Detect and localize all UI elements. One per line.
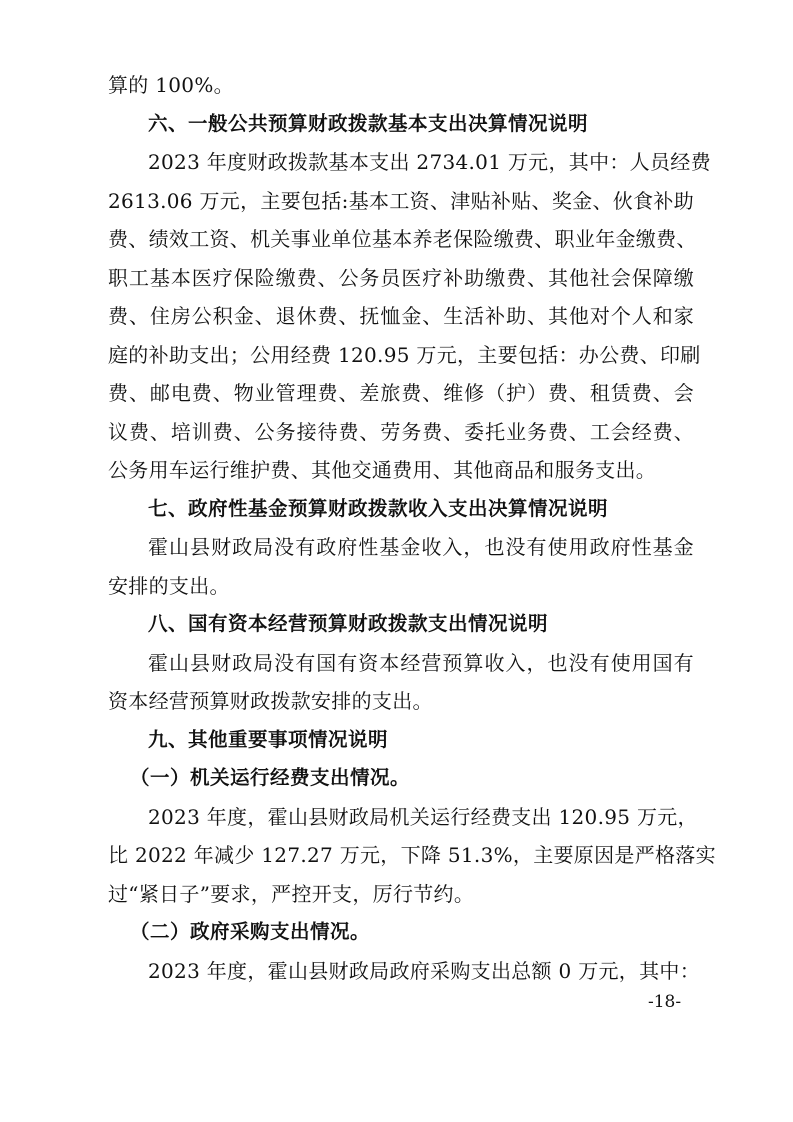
- paragraph-line: 2613.06 万元，主要包括:基本工资、津贴补贴、奖金、伙食补助: [108, 188, 694, 213]
- page-number: -18-: [648, 992, 682, 1012]
- paragraph-line: 费、住房公积金、退休费、抚恤金、生活补助、其他对个人和家: [108, 304, 694, 328]
- paragraph-line: 算的 100%。: [108, 73, 234, 97]
- section-heading: 八、国有资本经营预算财政拨款支出情况说明: [148, 612, 549, 635]
- paragraph-line: 霍山县财政局没有国有资本经营预算收入，也没有使用国有: [148, 650, 694, 675]
- paragraph-line: 职工基本医疗保险缴费、公务员医疗补助缴费、其他社会保障缴: [108, 265, 694, 290]
- subsection-heading: （二）政府采购支出情况。: [130, 920, 371, 943]
- paragraph-line: 议费、培训费、公务接待费、劳务费、委托业务费、工会经费、: [108, 419, 694, 444]
- paragraph-line: 资本经营预算财政拨款安排的支出。: [108, 689, 433, 713]
- subsection-heading: （一）机关运行经费支出情况。: [130, 766, 411, 789]
- paragraph-line: 安排的支出。: [108, 573, 230, 598]
- section-heading: 六、一般公共预算财政拨款基本支出决算情况说明: [148, 111, 589, 135]
- section-heading: 七、政府性基金预算财政拨款收入支出决算情况说明: [148, 496, 609, 520]
- paragraph-line: 2023 年度，霍山县财政局机关运行经费支出 120.95 万元，: [148, 804, 698, 829]
- paragraph-line: 2023 年度，霍山县财政局政府采购支出总额 0 万元，其中：: [148, 958, 700, 983]
- paragraph-line: 比 2022 年减少 127.27 万元，下降 51.3%，主要原因是严格落实: [108, 843, 716, 867]
- paragraph-line: 公务用车运行维护费、其他交通费用、其他商品和服务支出。: [108, 458, 657, 482]
- paragraph-line: 2023 年度财政拨款基本支出 2734.01 万元，其中：人员经费: [148, 150, 711, 174]
- paragraph-line: 过“紧日子”要求，严控开支，厉行节约。: [108, 881, 475, 906]
- paragraph-line: 庭的补助支出；公用经费 120.95 万元，主要包括：办公费、印刷: [108, 342, 701, 367]
- section-heading: 九、其他重要事项情况说明: [148, 727, 389, 751]
- paragraph-line: 霍山县财政局没有政府性基金收入，也没有使用政府性基金: [148, 535, 694, 559]
- paragraph-line: 费、绩效工资、机关事业单位基本养老保险缴费、职业年金缴费、: [108, 227, 697, 251]
- document-body: [108, 66, 716, 990]
- paragraph-line: 费、邮电费、物业管理费、差旅费、维修（护）费、租赁费、会: [108, 381, 694, 405]
